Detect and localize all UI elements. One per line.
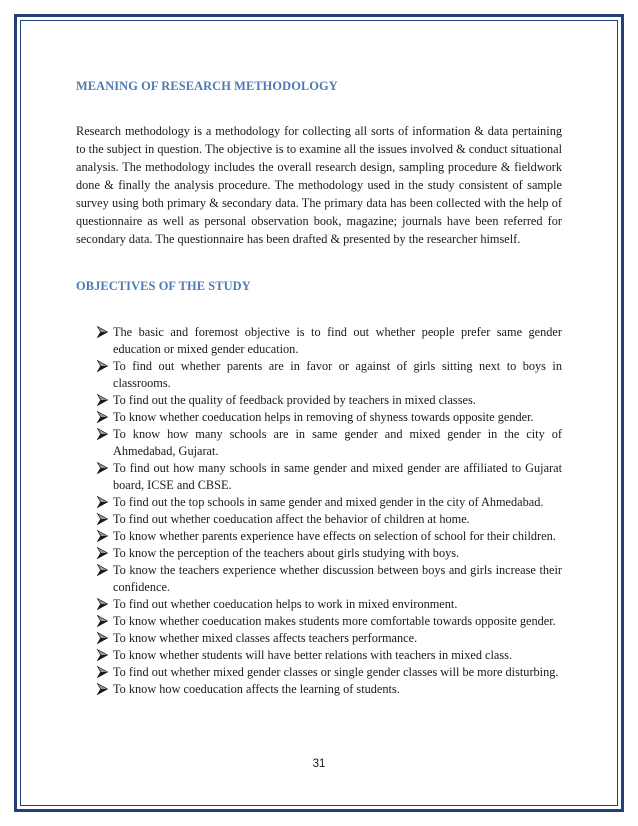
objective-item [97,681,562,698]
objective-item [97,545,562,562]
arrow-bullet-icon [97,513,108,525]
arrow-bullet-icon [97,547,108,559]
arrow-bullet-icon [97,666,108,678]
arrow-bullet-icon [97,632,108,644]
arrow-bullet-icon [97,530,108,542]
objective-text: To find out the top schools in same gender and mixed gender in the city of Ahmedabad. [113,495,544,509]
objectives-heading: OBJECTIVES OF THE STUDY [76,279,251,293]
objective-item [97,460,562,494]
objective-item [97,528,562,545]
arrow-bullet-icon [97,649,108,661]
objective-item [97,358,562,392]
objective-item [97,562,562,596]
objective-text: To find out whether coeducation affect the behavior of children at home. [113,512,470,526]
arrow-bullet-icon [97,411,108,423]
methodology-paragraph: Research methodology is a methodology for collecting all sorts of information & data pertaining to the subject in question. The objective is to examine all the issues involved & conduct situational analysis. The methodology includes the overall research design, sampling procedure & fieldwork done & finally the analysis procedure. The methodology used in the study consistent of sample survey using both primary & secondary data. The primary data has been collected with the help of questionnaire as well as personal observation book, magazine; journals have been referred for secondary data. The questionnaire has been drafted & presented by the researcher himself. [76,124,562,246]
objective-text: To know the teachers experience whether discussion between boys and girls increase their confidence. [113,563,562,594]
objective-text: To find out whether mixed gender classes or single gender classes will be more disturbing. [113,665,559,679]
arrow-bullet-icon [97,428,108,440]
arrow-bullet-icon [97,326,108,338]
methodology-heading: MEANING OF RESEARCH METHODOLOGY [76,79,338,93]
objective-item [97,613,562,630]
objective-text: To know whether students will have better relations with teachers in mixed class. [113,648,513,662]
objective-text: To know whether parents experience have effects on selection of school for their children. [113,529,556,543]
objective-text: The basic and foremost objective is to find out whether people prefer same gender education or mixed gender education. [113,325,562,356]
arrow-bullet-icon [97,462,108,474]
arrow-bullet-icon [97,564,108,576]
objective-text: To know whether coeducation helps in removing of shyness towards opposite gender. [113,410,534,424]
arrow-bullet-icon [97,615,108,627]
arrow-bullet-icon [97,360,108,372]
objective-text: To find out the quality of feedback provided by teachers in mixed classes. [113,393,476,407]
arrow-bullet-icon [97,598,108,610]
objective-text: To find out whether parents are in favor or against of girls sitting next to boys in classrooms. [113,359,562,390]
objective-item [97,324,562,358]
objective-text: To know how many schools are in same gender and mixed gender in the city of Ahmedabad, Gujarat. [113,427,562,458]
objective-text: To know whether coeducation makes students more comfortable towards opposite gender. [113,614,556,628]
arrow-bullet-icon [97,683,108,695]
objective-text: To know the perception of the teachers about girls studying with boys. [113,546,460,560]
objective-item [97,511,562,528]
objective-item [97,664,562,681]
objectives-list [76,324,562,698]
objective-text: To find out how many schools in same gender and mixed gender are affiliated to Gujarat board, ICSE and CBSE. [113,461,562,492]
objective-item [97,647,562,664]
arrow-bullet-icon [97,394,108,406]
objective-item [97,494,562,511]
page-number: 31 [312,758,326,770]
objective-item [97,409,562,426]
page-content [76,72,562,698]
objective-item [97,426,562,460]
objective-text: To know whether mixed classes affects teachers performance. [113,631,418,645]
arrow-bullet-icon [97,496,108,508]
objective-item [97,596,562,613]
objective-item [97,630,562,647]
objective-text: To know how coeducation affects the learning of students. [113,682,400,696]
objective-text: To find out whether coeducation helps to work in mixed environment. [113,597,458,611]
objective-item [97,392,562,409]
